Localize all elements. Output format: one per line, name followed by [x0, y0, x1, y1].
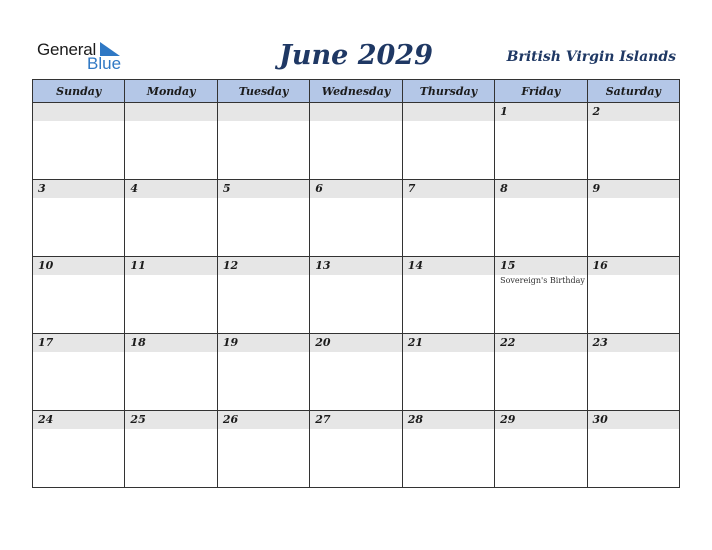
- day-number-bar: [588, 103, 679, 121]
- day-cell: [402, 411, 494, 488]
- day-number: 24: [38, 413, 54, 426]
- day-number: 29: [500, 413, 516, 426]
- day-cell: [310, 257, 402, 334]
- day-cell: [310, 334, 402, 411]
- day-number-bar: [403, 257, 494, 275]
- day-number: 10: [38, 259, 54, 272]
- calendar-grid: [32, 79, 680, 488]
- day-number: 30: [592, 413, 608, 426]
- day-cell: [402, 257, 494, 334]
- day-number-bar: [310, 411, 401, 429]
- weekday-saturday: Saturday: [587, 80, 679, 103]
- day-number-bar: [218, 411, 309, 429]
- day-cell: [217, 180, 309, 257]
- day-cell: [587, 411, 679, 488]
- day-number-bar: [310, 103, 401, 121]
- day-cell: [217, 334, 309, 411]
- weekday-sunday: Sunday: [33, 80, 125, 103]
- day-number-bar: [495, 411, 586, 429]
- day-number: 9: [592, 182, 601, 195]
- day-number: 12: [222, 259, 239, 272]
- week-row: [33, 257, 680, 334]
- day-number-bar: [403, 103, 494, 121]
- day-number-bar: [495, 180, 586, 198]
- day-number: 15: [500, 259, 516, 272]
- holiday-label: Sovereign's Birthday: [500, 276, 585, 285]
- day-cell: [125, 180, 217, 257]
- day-number: 25: [130, 413, 146, 426]
- day-number-bar: [588, 180, 679, 198]
- day-number: 22: [500, 336, 516, 349]
- day-cell: [495, 411, 587, 488]
- day-number-bar: [218, 334, 309, 352]
- day-number-bar: [125, 257, 216, 275]
- day-number-bar: [218, 180, 309, 198]
- day-cell: [217, 257, 309, 334]
- day-cell: [402, 103, 494, 180]
- day-number: 21: [407, 336, 423, 349]
- day-number-bar: [218, 257, 309, 275]
- day-number-bar: [403, 411, 494, 429]
- week-row: [33, 180, 680, 257]
- day-cell: [125, 334, 217, 411]
- day-number: 17: [38, 336, 54, 349]
- day-cell: [495, 257, 587, 334]
- day-number: 20: [315, 336, 331, 349]
- day-number: 23: [592, 336, 608, 349]
- day-number-bar: [588, 334, 679, 352]
- day-number: 4: [130, 182, 139, 195]
- weekday-friday: Friday: [495, 80, 587, 103]
- day-cell: [33, 257, 125, 334]
- day-cell: [587, 103, 679, 180]
- day-number-bar: [33, 180, 124, 198]
- weekday-tuesday: Tuesday: [217, 80, 309, 103]
- day-number: 11: [130, 259, 146, 272]
- day-number-bar: [218, 103, 309, 121]
- day-cell: [402, 180, 494, 257]
- day-number-bar: [495, 334, 586, 352]
- day-cell: [217, 103, 309, 180]
- day-number-bar: [125, 411, 216, 429]
- day-cell: [33, 334, 125, 411]
- weekday-monday: Monday: [125, 80, 217, 103]
- day-number: 3: [38, 182, 46, 195]
- day-cell: [217, 411, 309, 488]
- day-number-bar: [588, 411, 679, 429]
- day-cell: [33, 180, 125, 257]
- country-name: British Virgin Islands: [506, 49, 676, 65]
- day-number-bar: [125, 334, 216, 352]
- day-cell: [33, 103, 125, 180]
- week-row: [33, 334, 680, 411]
- day-number-bar: [33, 334, 124, 352]
- weekday-thursday: Thursday: [402, 80, 494, 103]
- day-number-bar: [588, 257, 679, 275]
- day-number-bar: [310, 257, 401, 275]
- week-row: [33, 411, 680, 488]
- day-number: 8: [500, 182, 508, 195]
- day-number: 28: [407, 413, 423, 426]
- day-cell: [495, 334, 587, 411]
- day-number: 26: [222, 413, 239, 426]
- day-number: 13: [315, 259, 331, 272]
- day-number: 5: [222, 182, 231, 195]
- day-number: 2: [592, 105, 601, 118]
- day-number-bar: [403, 180, 494, 198]
- day-cell: [587, 257, 679, 334]
- day-cell: [125, 411, 217, 488]
- day-number-bar: [495, 103, 586, 121]
- logo-text-general: General: [37, 40, 97, 59]
- day-cell: [310, 411, 402, 488]
- day-cell: [587, 334, 679, 411]
- week-row: [33, 103, 680, 180]
- day-number-bar: [125, 103, 216, 121]
- day-number: 16: [592, 259, 608, 272]
- day-cell: [125, 257, 217, 334]
- logo-text-blue: Blue: [87, 54, 122, 73]
- day-cell: [125, 103, 217, 180]
- day-number: 6: [315, 182, 323, 195]
- calendar-title: June 2029: [279, 40, 433, 71]
- day-number-bar: [495, 257, 586, 275]
- day-number-bar: [310, 180, 401, 198]
- day-number-bar: [33, 411, 124, 429]
- day-cell: [310, 103, 402, 180]
- day-cell: [402, 334, 494, 411]
- day-cell: [495, 103, 587, 180]
- day-number: 7: [407, 182, 416, 195]
- day-cell: [310, 180, 402, 257]
- day-cell: [495, 180, 587, 257]
- day-number-bar: [125, 180, 216, 198]
- day-number-bar: [33, 103, 124, 121]
- day-cell: [587, 180, 679, 257]
- day-number-bar: [33, 257, 124, 275]
- day-number-bar: [310, 334, 401, 352]
- day-number: 27: [315, 413, 331, 426]
- weekday-header-row: [33, 80, 680, 103]
- day-cell: [33, 411, 125, 488]
- day-number: 19: [222, 336, 239, 349]
- weekday-wednesday: Wednesday: [310, 80, 402, 103]
- day-number: 14: [407, 259, 423, 272]
- day-number: 18: [130, 336, 146, 349]
- day-number: 1: [500, 105, 508, 118]
- day-number-bar: [403, 334, 494, 352]
